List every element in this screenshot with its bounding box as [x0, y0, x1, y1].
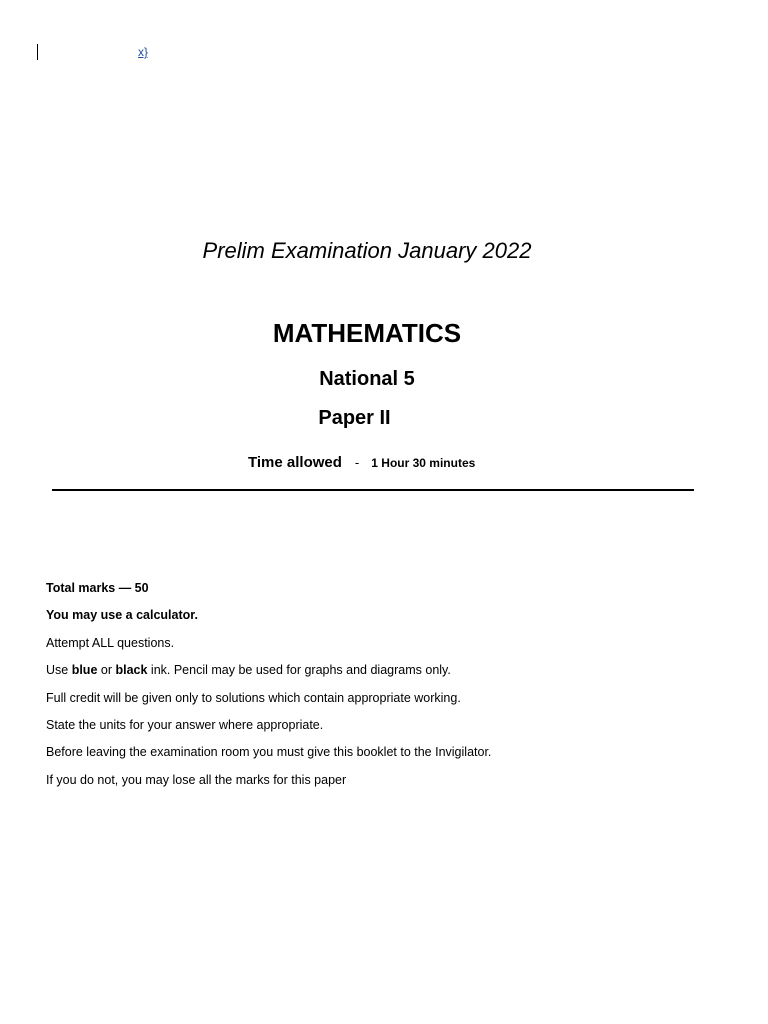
time-allowed-label: Time allowed	[248, 454, 342, 471]
instruction-units: State the units for your answer where appropriate.	[46, 717, 324, 732]
subject-heading: MATHEMATICS	[272, 318, 462, 348]
horizontal-rule	[52, 489, 694, 491]
exam-title: Prelim Examination January 2022	[202, 238, 532, 263]
paper-heading: Paper II	[318, 407, 391, 429]
corner-mark: x}	[138, 45, 149, 59]
instruction-lose-marks: If you do not, you may lose all the marks for this paper	[46, 772, 347, 787]
time-allowed-value: 1 Hour 30 minutes	[371, 456, 476, 470]
ink-suffix: ink. Pencil may be used for graphs and diagrams only.	[147, 663, 451, 678]
time-allowed-row	[248, 454, 475, 472]
time-separator: -	[354, 455, 360, 470]
instruction-credit: Full credit will be given only to solutions which contain appropriate working.	[46, 690, 461, 705]
ink-or: or	[97, 663, 116, 678]
level-heading: National 5	[319, 368, 415, 390]
instruction-ink	[46, 660, 491, 687]
instruction-booklet: Before leaving the examination room you must give this booklet to the Invigilator.	[46, 745, 492, 760]
instruction-attempt: Attempt ALL questions.	[46, 635, 175, 650]
instruction-total-marks: Total marks — 50	[46, 581, 149, 595]
ink-black: black	[115, 663, 148, 678]
ink-prefix: Use	[46, 663, 72, 678]
instructions-list	[46, 578, 491, 797]
instruction-calculator: You may use a calculator.	[46, 608, 198, 623]
text-cursor	[37, 44, 38, 60]
ink-blue: blue	[71, 663, 98, 678]
